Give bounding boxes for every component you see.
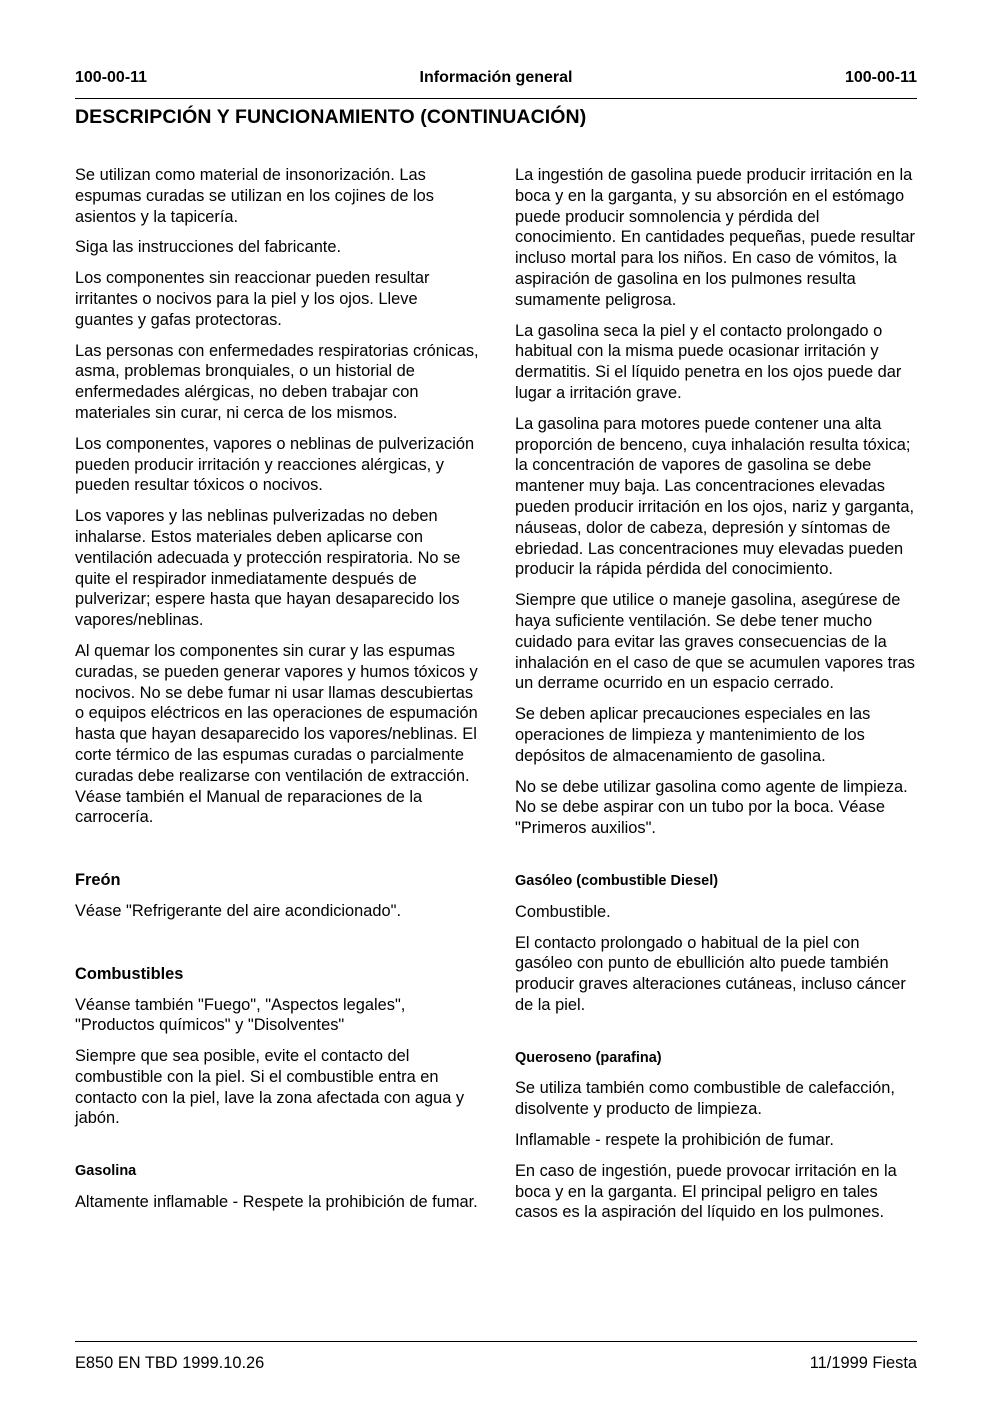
footer-edition: 11/1999 Fiesta [809,1354,917,1372]
section-heading-combustibles: Combustibles [75,964,184,983]
subsection-heading-gasoleo: Gasóleo (combustible Diesel) [515,872,719,889]
paragraph: Inflamable - respete la prohibición de fumar. [515,1131,834,1150]
paragraph: Al quemar los componentes sin curar y las espumas curadas, se pueden generar vapores y humos tóxicos y nocivos. No se debe fumar ni usar llamas descubiertas o equipos eléctricos en las operaciones de espumación hasta que hayan desaparecido los vapores/neblinas. El corte térmico de las espumas curadas o parcialmente curadas debe realizarse con ventilación de extracción. Véase también el Manual de reparaciones de la carrocería. [75,641,478,827]
subsection-heading-gasolina: Gasolina [75,1163,137,1180]
page-header [75,69,917,89]
paragraph: Véase "Refrigerante del aire acondicionado". [75,901,401,920]
paragraph: Se utilizan como material de insonorización. Las espumas curadas se utilizan en los cojines de los asientos y la tapicería. [75,166,434,226]
paragraph: Véanse también "Fuego", "Aspectos legales", "Productos químicos" y "Disolventes" [75,995,406,1035]
footer-divider [75,1341,917,1342]
page-title: DESCRIPCIÓN Y FUNCIONAMIENTO (CONTINUACIÓN) [75,106,587,128]
paragraph: En caso de ingestión, puede provocar irritación en la boca y en la garganta. El principal peligro en tales casos es la aspiración del líquido en los pulmones. [515,1161,897,1222]
paragraph: Siempre que utilice o maneje gasolina, asegúrese de haya suficiente ventilación. Se debe tener mucho cuidado para evitar las graves consecuencias de la inhalación en el caso de que se acumulen vapores tras un derrame ocurrido en un espacio cerrado. [515,591,916,693]
right-column [515,165,920,1233]
paragraph: Altamente inflamable - Respete la prohibición de fumar. [75,1193,478,1212]
paragraph: La gasolina para motores puede contener una alta proporción de benceno, cuya inhalación resulta tóxica; la concentración de vapores de gasolina se debe mantener muy baja. Las concentraciones elevadas pueden producir irritación en los ojos, nariz y garganta, náuseas, dolor de cabeza, depresión y síntomas de ebriedad. Las concentraciones muy elevadas pueden producir la rápida pérdida del conocimiento. [515,414,915,579]
paragraph: Se utiliza también como combustible de calefacción, disolvente y producto de limpieza. [515,1079,895,1119]
paragraph: Se deben aplicar precauciones especiales en las operaciones de limpieza y mantenimiento de los depósitos de almacenamiento de gasolina. [515,705,871,765]
section-heading-freon: Freón [75,871,121,890]
paragraph: Los vapores y las neblinas pulverizadas no deben inhalarse. Estos materiales deben aplicarse con ventilación adecuada y protección respiratoria. No se quite el respirador inmediatamente después de pulverizar; espere hasta que hayan desaparecido los vapores/neblinas. [75,507,461,630]
header-section-title: Información general [419,69,573,86]
paragraph: Siempre que sea posible, evite el contacto del combustible con la piel. Si el combustible entra en contacto con la piel, lave la zona afectada con agua y jabón. [75,1047,465,1128]
subsection-heading-queroseno: Queroseno (parafina) [515,1049,662,1066]
header-divider [75,98,917,99]
paragraph: Los componentes sin reaccionar pueden resultar irritantes o nocivos para la piel y los ojos. Lleve guantes y gafas protectoras. [75,269,430,329]
paragraph: Siga las instrucciones del fabricante. [75,238,342,257]
paragraph: La gasolina seca la piel y el contacto prolongado o habitual con la misma puede ocasionar irritación y dermatitis. Si el líquido penetra en los ojos puede dar lugar a irritación grave. [515,321,902,402]
paragraph: No se debe utilizar gasolina como agente de limpieza. No se debe aspirar con un tubo por la boca. Véase "Primeros auxilios". [515,777,908,838]
paragraph: El contacto prolongado o habitual de la piel con gasóleo con punto de ebullición alto puede también producir graves alteraciones cutáneas, incluso cáncer de la piel. [515,933,906,1014]
paragraph: La ingestión de gasolina puede producir irritación en la boca y en la garganta, y su absorción en el estómago puede producir somnolencia y pérdida del conocimiento. En cantidades pequeñas, puede resultar incluso mortal para los niños. En caso de vómitos, la aspiración de gasolina en los pulmones resulta sumamente peligrosa. [515,166,916,309]
footer-document-code: E850 EN TBD 1999.10.26 [75,1354,265,1372]
paragraph: Las personas con enfermedades respiratorias crónicas, asma, problemas bronquiales, o un historial de enfermedades alérgicas, no deben trabajar con materiales sin curar, ni cerca de los mismos. [75,341,479,422]
left-column [75,165,480,1223]
paragraph: Los componentes, vapores o neblinas de pulverización pueden producir irritación y reacciones alérgicas, y pueden resultar tóxicos o nocivos. [75,434,475,495]
header-section-number-left: 100-00-11 [75,69,148,86]
paragraph: Combustible. [515,902,611,921]
header-section-number-right: 100-00-11 [844,69,917,86]
